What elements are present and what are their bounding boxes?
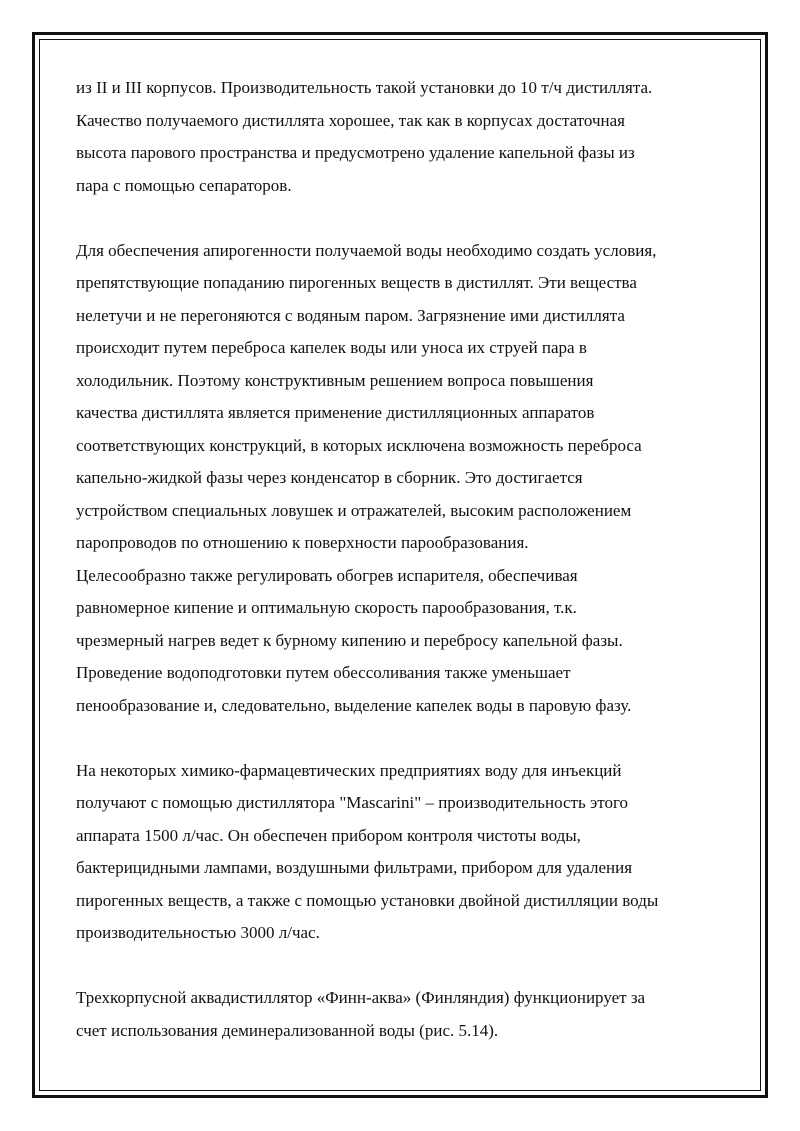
text-line: препятствующие попаданию пирогенных веществ в дистиллят. Эти вещества	[76, 273, 637, 292]
text-line: капельно-жидкой фазы через конденсатор в сборник. Это достигается	[76, 468, 583, 487]
text-line: равномерное кипение и оптимальную скорость парообразования, т.к.	[76, 598, 577, 617]
text-line: паропроводов по отношению к поверхности парообразования.	[76, 533, 529, 552]
text-line: аппарата 1500 л/час. Он обеспечен прибором контроля чистоты воды,	[76, 825, 581, 845]
paragraph-spacer	[76, 202, 736, 235]
paragraph-3	[76, 755, 736, 950]
text-line: качества дистиллята является применение дистилляционных аппаратов	[76, 403, 595, 422]
text-line: происходит путем переброса капелек воды или уноса их струей пара в	[76, 338, 587, 357]
text-line: чрезмерный нагрев ведет к бурному кипению и перебросу капельной фазы.	[76, 630, 623, 650]
text-line: бактерицидными лампами, воздушными фильтрами, прибором для удаления	[76, 858, 633, 877]
text-line: пенообразование и, следовательно, выделение капелек воды в паровую фазу.	[76, 695, 632, 715]
text-line: Качество получаемого дистиллята хорошее, так как в корпусах достаточная	[76, 110, 625, 130]
paragraph-1	[76, 72, 736, 202]
text-line: производительностью 3000 л/час.	[76, 923, 320, 942]
text-line: высота парового пространства и предусмотрено удаление капельной фазы из	[76, 143, 635, 162]
text-line: Проведение водоподготовки путем обессоливания также уменьшает	[76, 663, 571, 682]
page-content	[76, 72, 736, 1047]
text-line: Для обеспечения апирогенности получаемой воды необходимо создать условия,	[76, 240, 657, 260]
paragraph-4	[76, 982, 736, 1047]
paragraph-2	[76, 235, 736, 723]
paragraph-spacer	[76, 950, 736, 983]
text-line: получают с помощью дистиллятора "Mascarini" – производительность этого	[76, 793, 629, 812]
text-line: пирогенных веществ, а также с помощью установки двойной дистилляции воды	[76, 890, 659, 910]
text-line: Трехкорпусной аквадистиллятор «Финн-аква» (Финляндия) функционирует за	[76, 988, 646, 1007]
paragraph-spacer	[76, 722, 736, 755]
text-line: из II и III корпусов. Производительность такой установки до 10 т/ч дистиллята.	[76, 78, 653, 97]
text-line: счет использования деминерализованной воды (рис. 5.14).	[76, 1020, 499, 1040]
text-line: соответствующих конструкций, в которых исключена возможность переброса	[76, 435, 642, 455]
text-line: Целесообразно также регулировать обогрев испарителя, обеспечивая	[76, 565, 578, 585]
text-line: нелетучи и не перегоняются с водяным паром. Загрязнение ими дистиллята	[76, 305, 625, 325]
text-line: устройством специальных ловушек и отражателей, высоким расположением	[76, 500, 632, 520]
text-line: холодильник. Поэтому конструктивным решением вопроса повышения	[76, 370, 594, 390]
text-line: На некоторых химико-фармацевтических предприятиях воду для инъекций	[76, 760, 622, 780]
text-line: пара с помощью сепараторов.	[76, 175, 292, 195]
